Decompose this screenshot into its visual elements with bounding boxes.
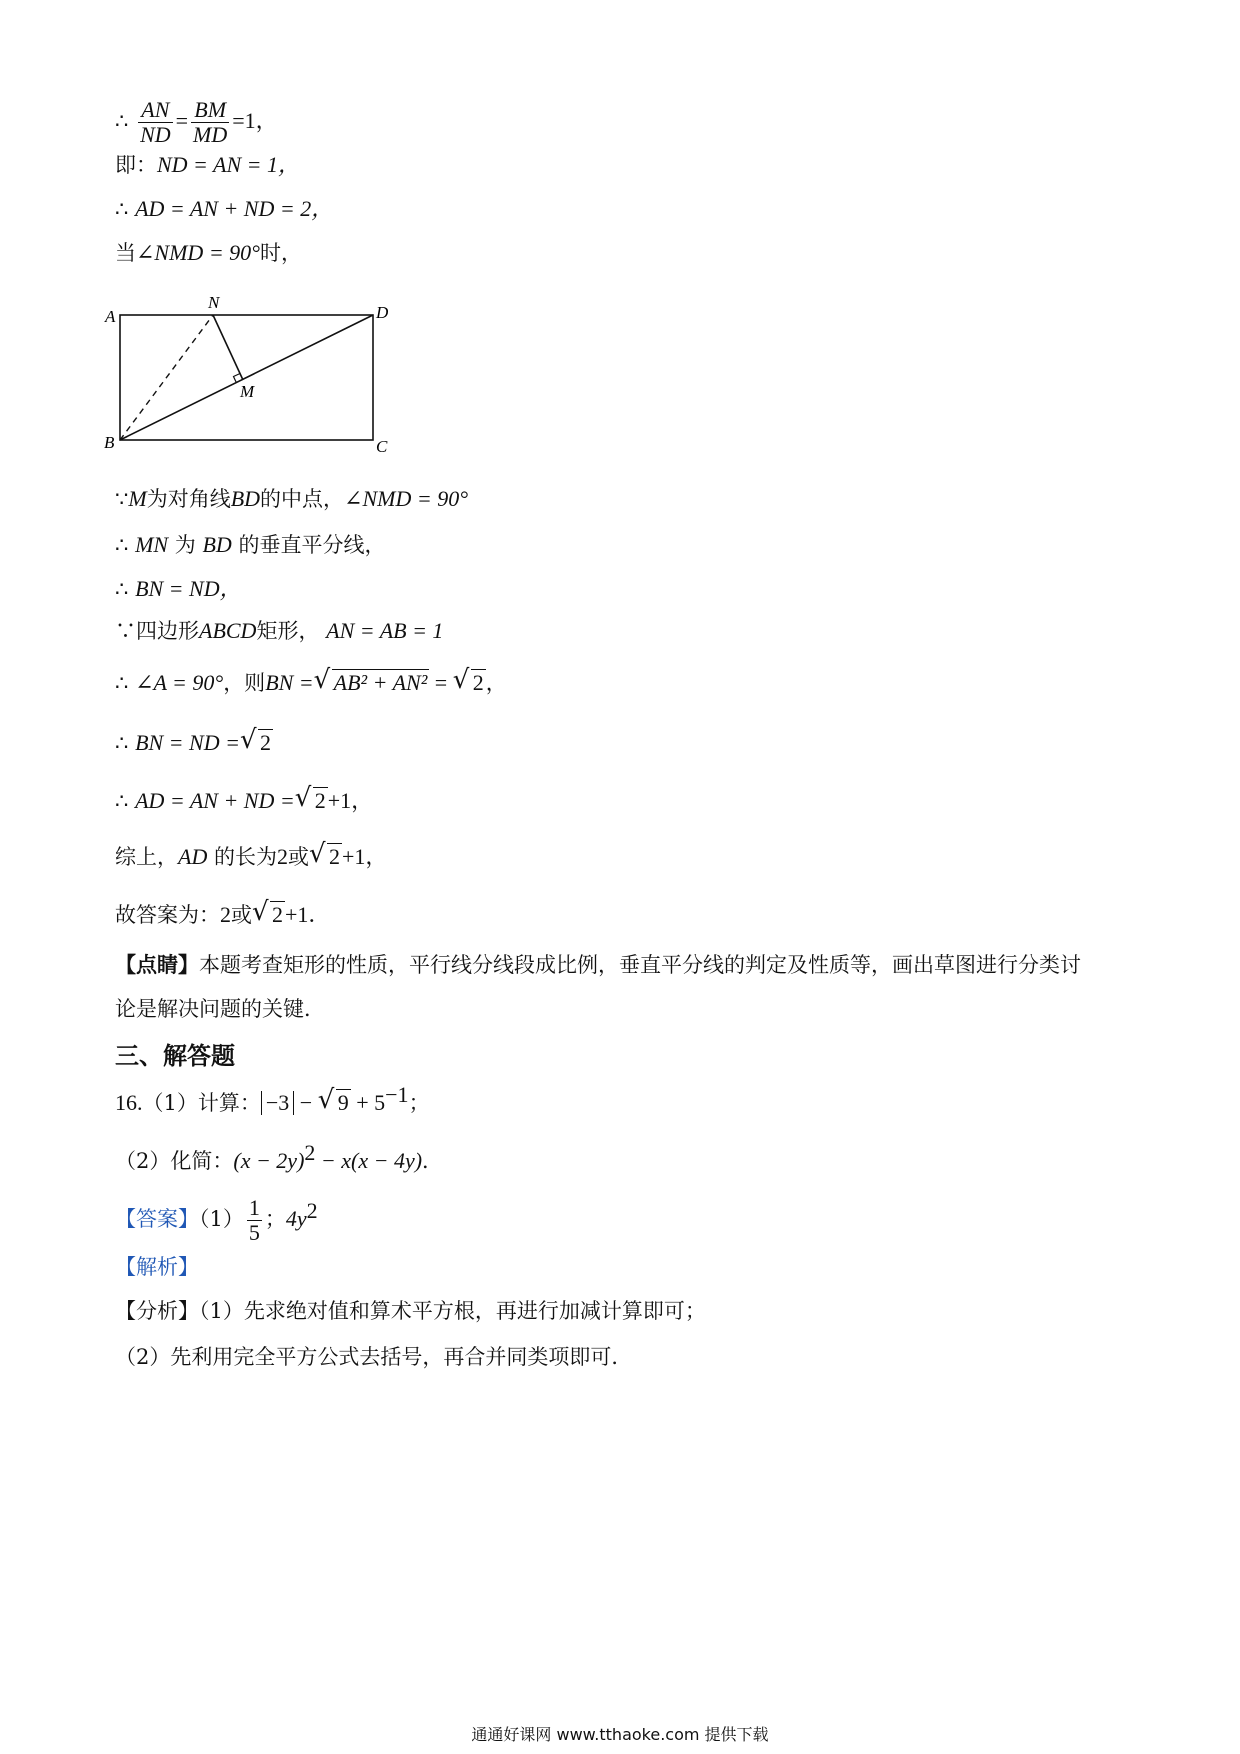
suffix-text: 时， [259, 241, 302, 265]
expr: ∠A = 90° [135, 670, 224, 695]
var: ABCD [199, 618, 257, 643]
sqrt-radical [453, 668, 486, 698]
line-summary [115, 842, 387, 872]
frac-den: ND [140, 122, 171, 147]
analysis-tag: 【分析】 [115, 1299, 199, 1323]
line-final-answer [115, 900, 330, 930]
analysis-line-1 [115, 1296, 706, 1326]
var: M [128, 486, 147, 511]
abs-value: −3 [261, 1091, 294, 1115]
text: 故答案为： [115, 903, 220, 927]
tail: ， [485, 671, 507, 695]
expr: AD = AN + ND = 2， [135, 196, 334, 221]
frac-den: MD [193, 122, 228, 147]
text: （1） [199, 1207, 244, 1231]
analysis-line-2 [115, 1342, 632, 1372]
tail: ； [408, 1091, 430, 1115]
label-a: A [105, 307, 116, 326]
page-footer: 通通好课网 www.tthaoke.com 提供下载 [471, 1725, 769, 1744]
separator: ； [264, 1207, 286, 1231]
therefore-symbol: ∴ [115, 577, 129, 601]
line-when-angle [115, 238, 302, 268]
radicand: 9 [337, 1090, 349, 1115]
therefore-symbol: ∴ [115, 789, 129, 813]
label-d: D [376, 303, 389, 322]
q16-part1 [115, 1082, 430, 1118]
frac-num: AN [138, 98, 173, 123]
sqrt-radical [318, 1088, 351, 1118]
answer-line [115, 1192, 318, 1246]
label-c: C [376, 437, 388, 456]
line-rectangle [115, 616, 443, 646]
expr: − x(x − 4y) [315, 1148, 423, 1173]
equals: = [429, 670, 453, 695]
line-nd-an [115, 150, 300, 180]
section-title: 三、解答题 [115, 1042, 235, 1070]
var: BD [202, 532, 232, 557]
dianjing-tag: 【点睛】 [115, 953, 199, 977]
expr: BN = [265, 670, 314, 695]
op: + 5 [350, 1090, 386, 1115]
therefore-symbol: ∴ [115, 109, 129, 133]
radicand: 2 [314, 788, 326, 813]
ratio-tail: =1， [232, 108, 278, 133]
dianjing-line-1 [115, 950, 1081, 980]
jiexi-line [115, 1252, 199, 1282]
text: （1）计算： [142, 1091, 261, 1115]
therefore-symbol: ∴ [115, 533, 129, 557]
var: AD [178, 844, 208, 869]
label-m: M [240, 382, 255, 401]
text: （2）化简： [115, 1149, 234, 1173]
text: 为对角线 [146, 487, 231, 511]
value: 4y [285, 1206, 307, 1231]
dianjing-text: 论是解决问题的关键． [115, 997, 325, 1021]
fraction-bm-md [191, 98, 229, 147]
radicand: 2 [272, 902, 283, 927]
sqrt-radical [252, 900, 285, 930]
text: ，则 [223, 671, 266, 695]
tail: +1． [285, 902, 331, 927]
line-ad-sqrt [115, 786, 373, 816]
expr: AN = AB = 1 [326, 618, 444, 643]
dianjing-text: 本题考查矩形的性质，平行线分线段成比例，垂直平分线的判定及性质等，画出草图进行分类讨 [199, 953, 1081, 977]
text: 的中点， [260, 487, 345, 511]
answer-tag: 【答案】 [115, 1207, 199, 1231]
line-ad-2 [115, 194, 333, 224]
jiexi-tag: 【解析】 [115, 1255, 199, 1279]
expr: ND = AN = 1， [157, 152, 300, 177]
exponent: −1 [385, 1082, 409, 1107]
expr: (x − 2y) [233, 1148, 305, 1173]
frac-num: BM [191, 98, 229, 123]
var: MN [135, 532, 169, 557]
analysis-text: （1）先求绝对值和算术平方根，再进行加减计算即可； [199, 1299, 706, 1323]
label-b: B [104, 433, 115, 452]
prefix-text: 当 [115, 241, 136, 265]
sqrt-radical [295, 786, 328, 816]
prefix-text: 即： [115, 153, 157, 177]
radicand: 2 [259, 730, 271, 755]
text: 的垂直平分线， [238, 533, 386, 557]
rectangle-figure [100, 290, 410, 460]
expr: ∠NMD = 90° [136, 240, 260, 265]
fraction-an-nd [138, 98, 173, 147]
tail: +1， [327, 788, 374, 813]
sqrt-radical [309, 842, 342, 872]
expr: AD = AN + ND = [135, 788, 295, 813]
answer-fraction [247, 1196, 262, 1245]
value: 2 [220, 902, 231, 927]
text: 综上， [115, 845, 178, 869]
expr: ∠NMD = 90° [344, 486, 468, 511]
therefore-symbol: ∴ [115, 671, 129, 695]
line-ratio: ∴ $\frac{AN}{ND}$ = $\frac{BM}{MD}$ =1， [115, 97, 278, 147]
question-number: 16. [115, 1090, 143, 1115]
op: − [294, 1090, 318, 1115]
radicand: 2 [329, 844, 341, 869]
sqrt-radical [314, 668, 430, 698]
line-mn-perpendicular [115, 530, 385, 560]
exponent: 2 [304, 1140, 316, 1165]
label-n: N [208, 293, 220, 312]
frac-num: 1 [248, 1195, 260, 1220]
tail: ． [422, 1149, 444, 1173]
value: 2 [277, 844, 289, 869]
text: 的长为 [214, 845, 278, 869]
segment-nm [213, 315, 243, 380]
expr: BN = ND， [135, 576, 242, 601]
text: 或 [288, 845, 310, 869]
line-bn-nd [115, 574, 242, 604]
because-symbol: ∵ [115, 487, 129, 511]
radicand: 2 [472, 670, 484, 695]
therefore-symbol: ∴ [115, 731, 129, 755]
frac-den: 5 [248, 1220, 260, 1245]
q16-part2 [115, 1140, 444, 1176]
segment-bn-dashed [120, 315, 213, 440]
dianjing-line-2 [115, 994, 325, 1024]
analysis-text: （2）先利用完全平方公式去括号，再合并同类项即可． [115, 1345, 633, 1369]
text: 四边形 [136, 619, 199, 643]
line-bn-nd-sqrt [115, 728, 273, 758]
because-symbol: ∵ [115, 619, 136, 643]
text: 为 [174, 533, 196, 557]
diagonal-bd [120, 315, 373, 440]
line-m-midpoint [115, 484, 468, 514]
sqrt-radical [240, 728, 273, 758]
exponent: 2 [306, 1198, 318, 1223]
line-bn-sqrt [115, 668, 507, 698]
tail: +1， [342, 844, 388, 869]
radicand: AB² + AN² [333, 670, 428, 695]
text: 矩形， [256, 619, 320, 643]
text: 或 [231, 903, 252, 927]
var: BD [230, 486, 261, 511]
therefore-symbol: ∴ [115, 197, 129, 221]
expr: BN = ND = [135, 730, 240, 755]
